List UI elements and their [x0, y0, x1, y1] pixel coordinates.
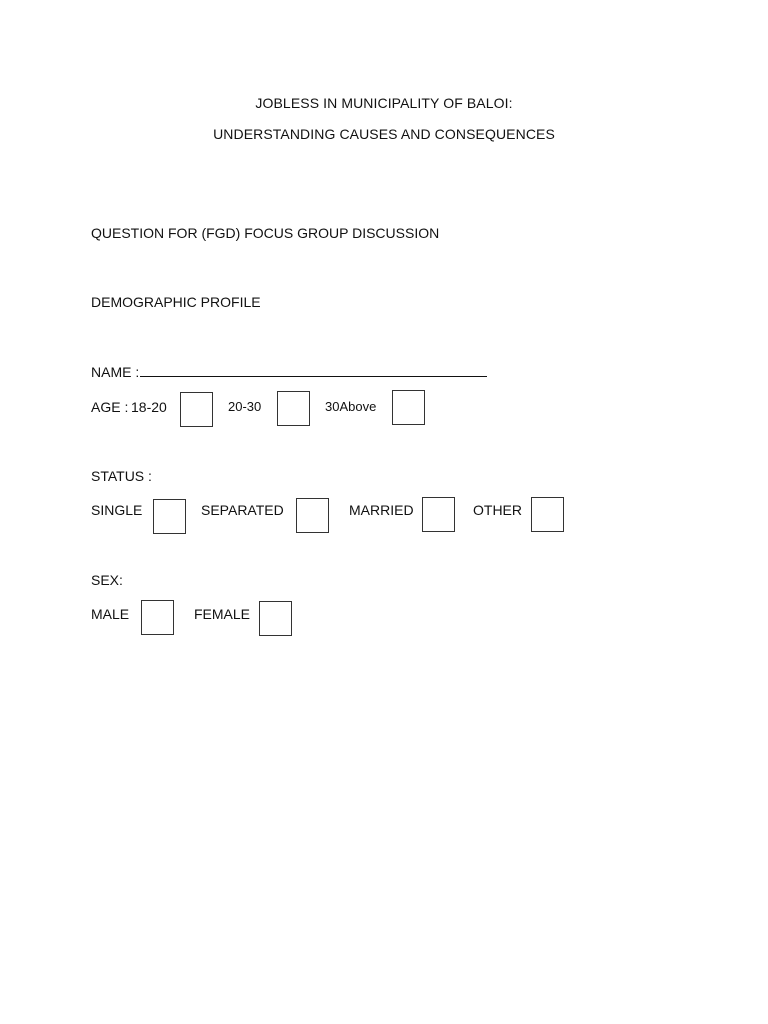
section-heading: QUESTION FOR (FGD) FOCUS GROUP DISCUSSION	[91, 225, 440, 241]
sex-male-checkbox[interactable]	[141, 600, 174, 635]
status-option-single-label: SINGLE	[91, 502, 143, 518]
sex-label: SEX:	[91, 572, 123, 588]
age-20-30-checkbox[interactable]	[277, 391, 310, 426]
status-single-checkbox[interactable]	[153, 499, 186, 534]
age-30above-checkbox[interactable]	[392, 390, 425, 425]
name-input-line[interactable]	[140, 376, 487, 377]
status-married-checkbox[interactable]	[422, 497, 455, 532]
title-line-2: UNDERSTANDING CAUSES AND CONSEQUENCES	[213, 126, 555, 142]
status-option-separated-label: SEPARATED	[201, 502, 284, 518]
status-option-other-label: OTHER	[473, 502, 522, 518]
age-label: AGE :	[91, 399, 129, 415]
age-option-20-30-label: 20-30	[228, 399, 262, 414]
sex-female-checkbox[interactable]	[259, 601, 292, 636]
status-other-checkbox[interactable]	[531, 497, 564, 532]
sex-option-male-label: MALE	[91, 606, 130, 622]
name-label: NAME :	[91, 364, 140, 380]
status-option-married-label: MARRIED	[349, 502, 414, 518]
age-option-30above-label: 30Above	[325, 399, 377, 414]
age-18-20-checkbox[interactable]	[180, 392, 213, 427]
subheading-demographic-profile: DEMOGRAPHIC PROFILE	[91, 294, 261, 310]
sex-option-female-label: FEMALE	[194, 606, 251, 622]
age-option-18-20-label: 18-20	[131, 399, 167, 415]
title-line-1: JOBLESS IN MUNICIPALITY OF BALOI:	[255, 95, 513, 111]
status-separated-checkbox[interactable]	[296, 498, 329, 533]
status-label: STATUS :	[91, 468, 152, 484]
